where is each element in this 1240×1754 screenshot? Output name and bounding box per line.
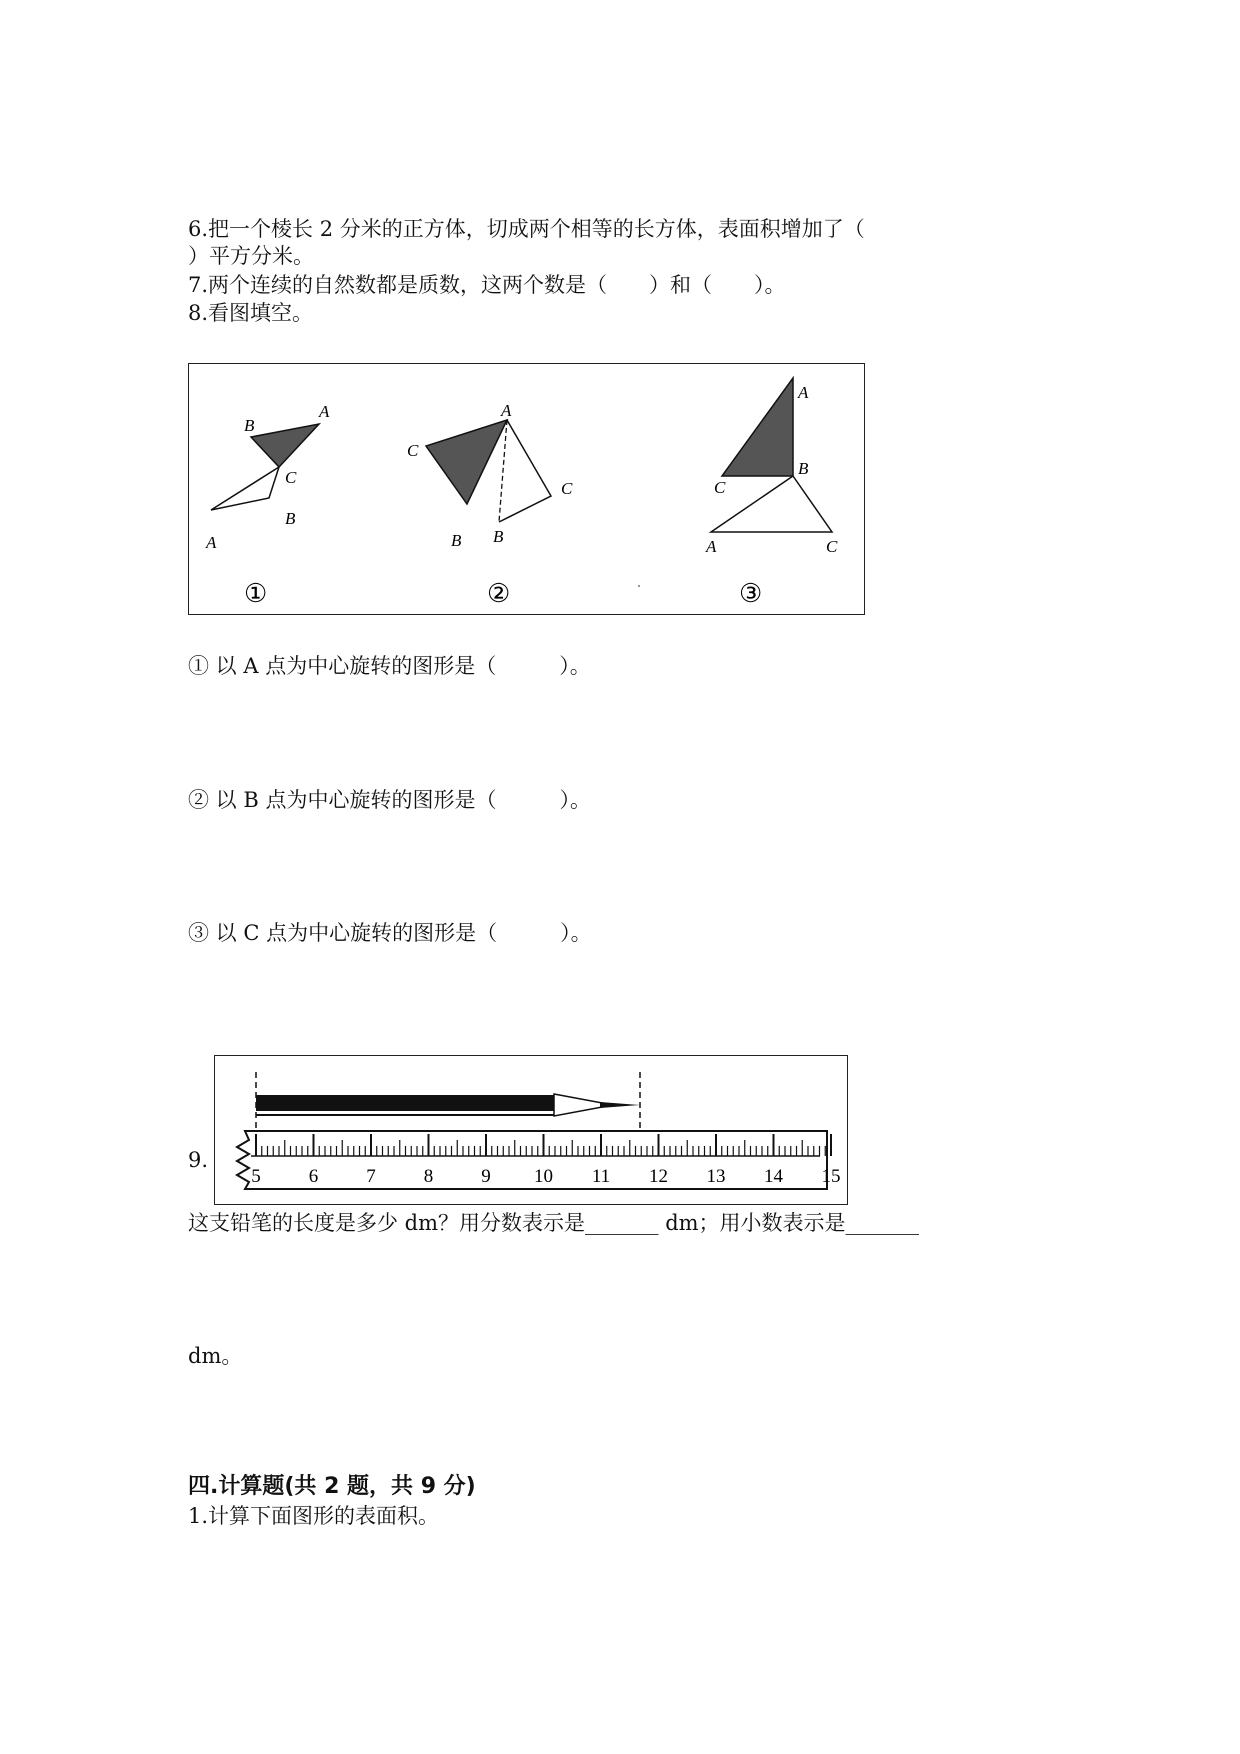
fig3-label-a-top: A [798, 383, 809, 402]
fig3-label-c-left: C [714, 478, 726, 497]
ruler-label: 15 [821, 1166, 841, 1187]
fig1-shaded-triangle [251, 424, 319, 467]
pencil-ruler-svg [215, 1056, 846, 1203]
ruler-label: 6 [308, 1166, 319, 1187]
speck [638, 585, 640, 587]
pencil [256, 1094, 640, 1116]
section4-heading: 四.计算题(共 2 题，共 9 分) [188, 1474, 476, 1499]
fig3-label-b: B [798, 459, 809, 478]
fig1-label-a-top: A [319, 402, 330, 421]
q8-sub1: ① 以 A 点为中心旋转的图形是（ ）。 [188, 654, 591, 678]
pencil-ruler-figure [214, 1055, 848, 1205]
fig2-outline-path [499, 420, 551, 522]
fig2-caption: ② [487, 579, 511, 608]
ruler-label: 9 [481, 1166, 491, 1187]
pencil-body [256, 1095, 554, 1111]
q9-number: 9. [188, 1148, 209, 1172]
ruler-label: 13 [706, 1166, 726, 1187]
fig3-outline-triangle [711, 476, 832, 532]
fig2-label-a: A [501, 401, 512, 420]
fig1-outline-triangle [211, 467, 279, 510]
ruler-label: 14 [764, 1166, 783, 1187]
fig1-label-a-bottom: A [206, 533, 217, 552]
ruler-label: 7 [366, 1166, 376, 1187]
q9-text: 这支铅笔的长度是多少 dm？用分数表示是_______ dm；用小数表示是_______ [188, 1211, 920, 1235]
fig2-label-b-right: B [493, 527, 504, 546]
rotation-figure-svg [189, 364, 863, 613]
fig2-label-b-left: B [451, 531, 462, 550]
ruler-label: 5 [251, 1166, 261, 1187]
rotation-figure [188, 363, 865, 615]
ruler-label: 11 [591, 1166, 611, 1187]
q8-sub3: ③ 以 C 点为中心旋转的图形是（ ）。 [188, 921, 592, 945]
section4-q1: 1.计算下面图形的表面积。 [188, 1504, 440, 1528]
fig2-label-c-right: C [561, 479, 573, 498]
fig3-label-a-bottom: A [706, 537, 717, 556]
fig2-shaded-triangle [426, 420, 507, 504]
q9-unit: dm。 [188, 1344, 243, 1368]
ruler-label: 12 [649, 1166, 668, 1187]
fig1-label-b-top: B [244, 416, 255, 435]
fig3-caption: ③ [739, 579, 763, 608]
fig1-label-c: C [285, 468, 297, 487]
fig2-label-c-left: C [407, 441, 419, 460]
ruler-label: 8 [423, 1166, 434, 1187]
ruler-body [237, 1131, 827, 1189]
fig3-label-c-bottom: C [826, 537, 838, 556]
q6-line2: ）平方分米。 [188, 244, 314, 268]
q8-text: 8.看图填空。 [188, 301, 314, 325]
q7-text: 7.两个连续的自然数都是质数，这两个数是（ ）和（ ）。 [188, 273, 786, 297]
fig1-label-b-bottom: B [285, 509, 296, 528]
fig1-caption: ① [244, 579, 268, 608]
fig3-shaded-triangle [722, 378, 793, 476]
pencil-lead [600, 1102, 640, 1108]
ruler-label: 10 [534, 1166, 553, 1187]
q8-sub2: ② 以 B 点为中心旋转的图形是（ ）。 [188, 788, 591, 812]
q6-line1: 6.把一个棱长 2 分米的正方体，切成两个相等的长方体，表面积增加了（ [188, 217, 865, 241]
